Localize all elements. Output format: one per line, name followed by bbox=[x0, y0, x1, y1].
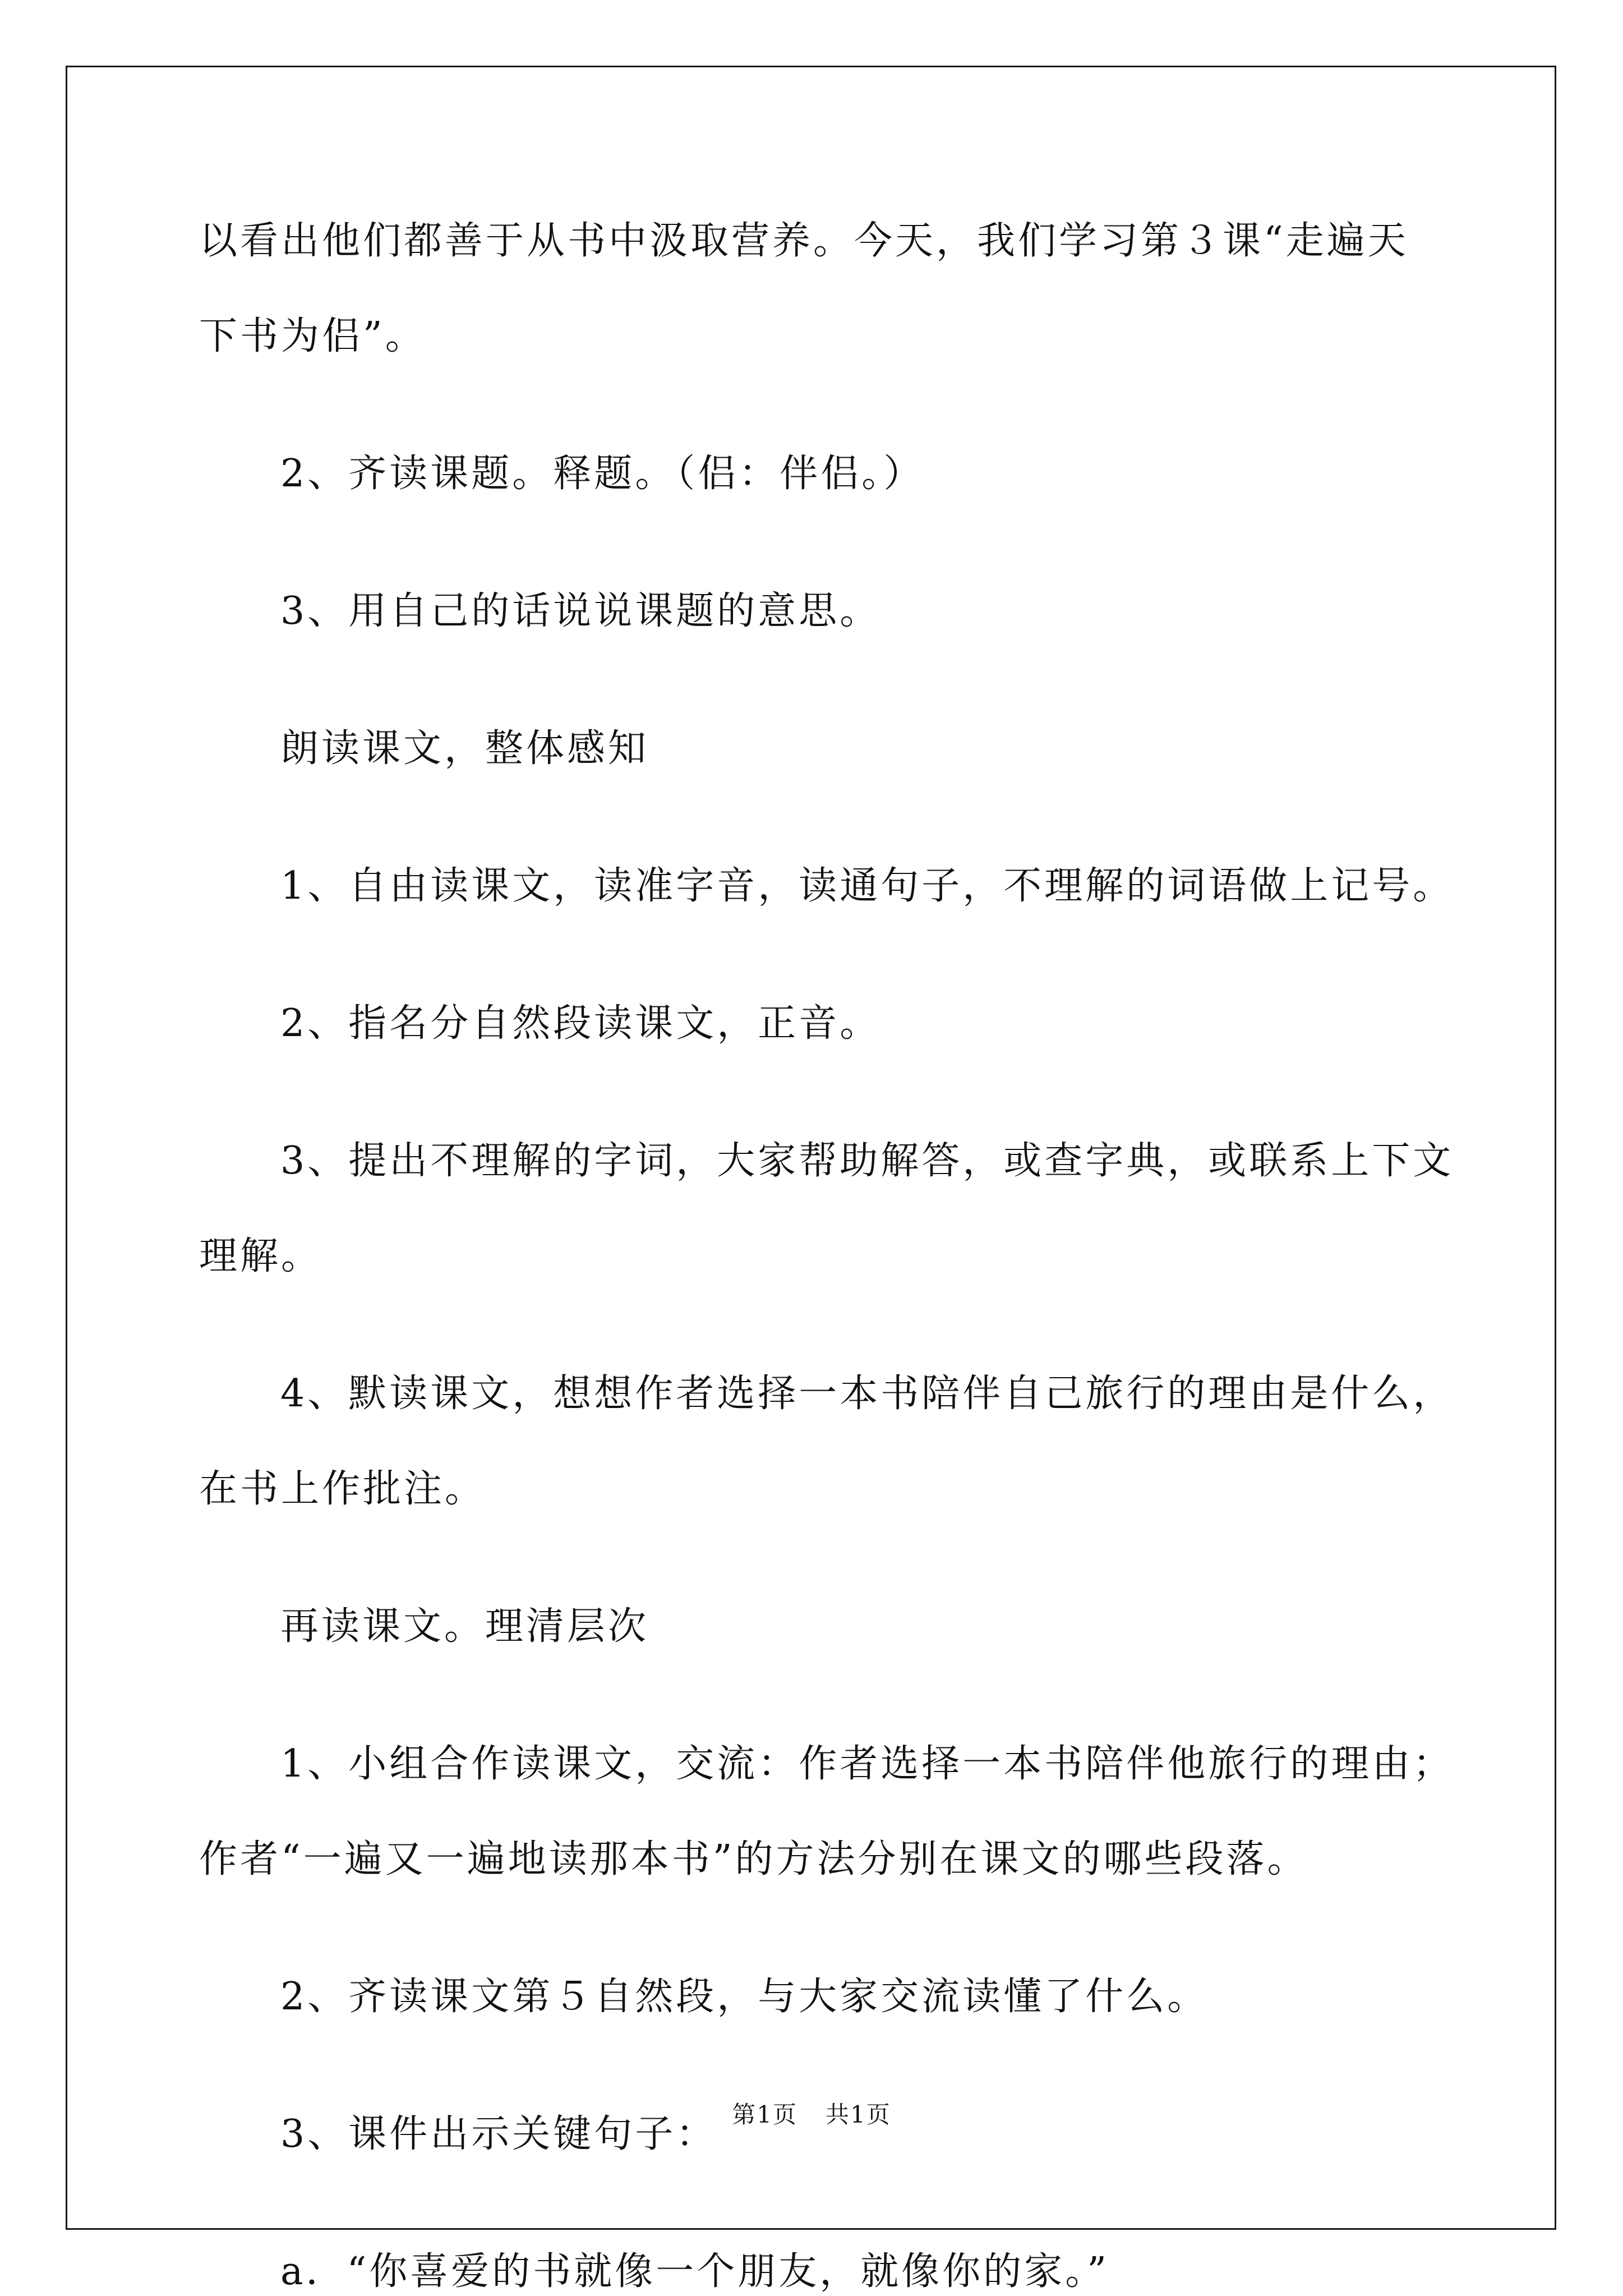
text-line: 下书为侣”。 bbox=[199, 314, 426, 358]
document-body bbox=[199, 219, 1467, 2294]
text-line: a．“你喜爱的书就像一个朋友，就像你的家。” bbox=[280, 2249, 1110, 2294]
text-line: 2、指名分自然段读课文，正音。 bbox=[280, 1001, 881, 1046]
text-line: 以看出他们都善于从书中汲取营养。今天，我们学习第３课“走遍天 bbox=[199, 219, 1409, 263]
section-heading: 朗读课文，整体感知 bbox=[280, 726, 649, 771]
page-footer bbox=[0, 2101, 1623, 2129]
text-line: 3、课件出示关键句子： bbox=[280, 2112, 717, 2156]
text-line: 3、提出不理解的字词，大家帮助解答，或查字典，或联系上下文 bbox=[280, 1139, 1454, 1183]
text-line: 4、默读课文，想想作者选择一本书陪伴自己旅行的理由是什么， bbox=[280, 1372, 1454, 1416]
text-line: 2、齐读课题。释题。（侣：伴侣。） bbox=[280, 452, 925, 496]
text-line: 理解。 bbox=[199, 1234, 322, 1278]
text-line: 作者“一遍又一遍地读那本书”的方法分别在课文的哪些段落。 bbox=[199, 1837, 1308, 1881]
text-line: 2、齐读课文第５自然段，与大家交流读懂了什么。 bbox=[280, 1975, 1209, 2019]
section-heading: 再读课文。理清层次 bbox=[280, 1604, 649, 1649]
text-line: 1、小组合作读课文，交流：作者选择一本书陪伴他旅行的理由； bbox=[280, 1742, 1454, 1786]
page-number-total: 共1页 bbox=[826, 2101, 891, 2128]
page-number-current: 第1页 bbox=[732, 2101, 797, 2128]
text-line: 在书上作批注。 bbox=[199, 1467, 486, 1511]
text-line: 3、用自己的话说说课题的意思。 bbox=[280, 589, 881, 633]
text-line: 1、自由读课文，读准字音，读通句子，不理解的词语做上记号。 bbox=[280, 864, 1454, 908]
